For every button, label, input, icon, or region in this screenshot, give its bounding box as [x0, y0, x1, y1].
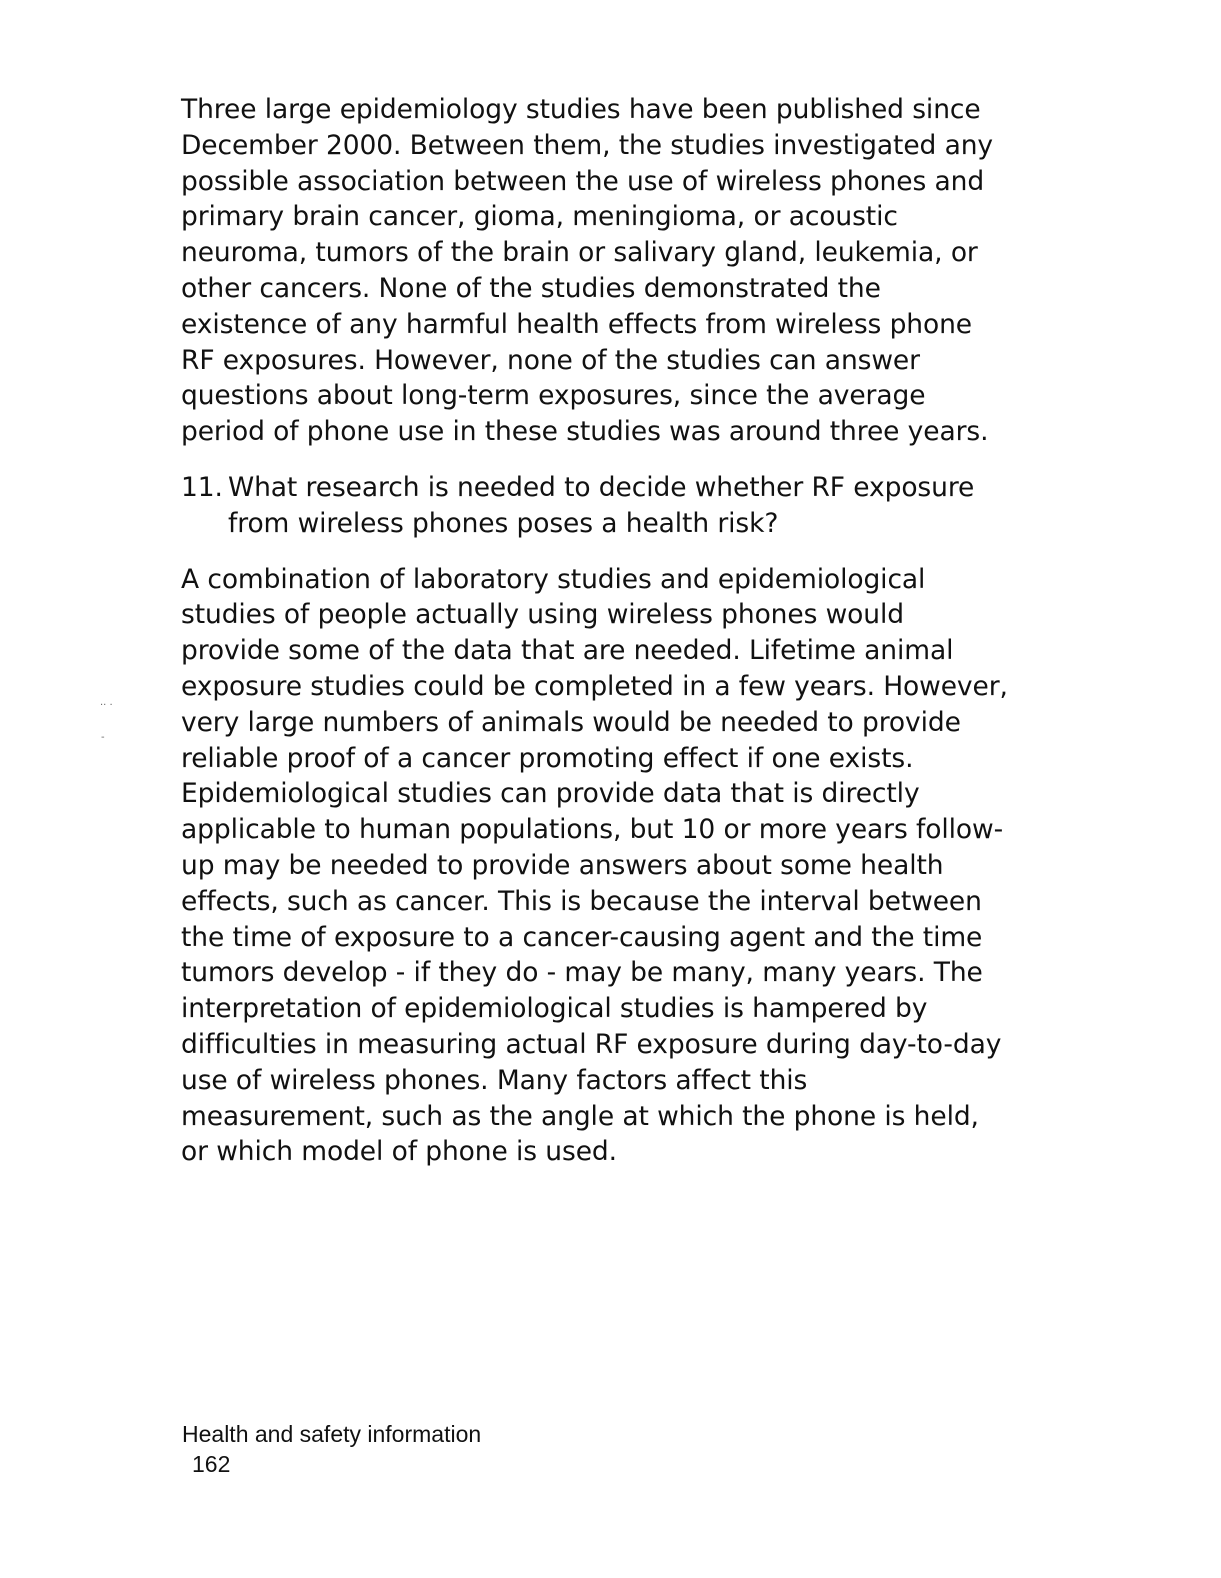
question-text: What research is needed to decide whether RF exposure from wireless phones poses a health risk?: [228, 471, 975, 539]
footer-section-title: Health and safety information: [182, 1421, 482, 1447]
page-number: 162: [192, 1451, 231, 1477]
paragraph-research-needed: A combination of laboratory studies and epidemiological studies of people actually using wireless phones would provide some of the data that are needed. Lifetime animal exposure studies could be completed in a few years. However, very large numbers of animals would be needed to provide reliable proof of a cancer promoting effect if one exists. Epidemiological studies can provide data that is directly applicable to human populations, but 10 or more years follow- up may be needed to provide answers about some health effects, such as cancer. This is because the interval between the time of exposure to a cancer-causing agent and the time tumors develop - if they do - may be many, many years. The interpretation of epidemiological studies is hampered by difficulties in measuring actual RF exposure during day-to-day use of wireless phones. Many factors affect this measurement, such as the angle at which the phone is held, or which model of phone is used.: [181, 563, 1008, 1168]
scan-artifact: ·· ·: [100, 700, 113, 711]
scan-artifact: -: [101, 732, 105, 743]
page-footer: [182, 1419, 481, 1479]
question-number: 11.: [181, 471, 223, 503]
paragraph-epidemiology-studies: Three large epidemiology studies have been published since December 2000. Between them, the studies investigated any possible association between the use of wireless phones and primary brain cancer, gioma, meningioma, or acoustic neuroma, tumors of the brain or salivary gland, leukemia, or other cancers. None of the studies demonstrated the existence of any harmful health effects from wireless phone RF exposures. However, none of the studies can answer questions about long-term exposures, since the average period of phone use in these studies was around three years.: [181, 94, 993, 448]
question-11: [181, 470, 1041, 542]
page-content: [181, 92, 1041, 1170]
